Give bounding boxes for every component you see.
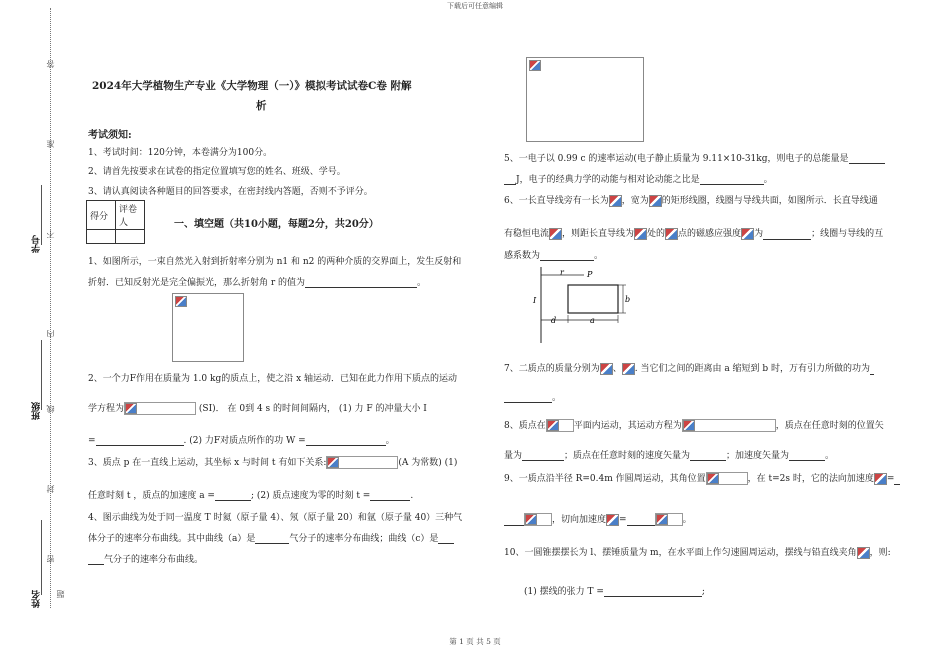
question-6-line: 感系数为 。 (504, 251, 604, 261)
question-8-line: 量为 ；质点在任意时刻的速度矢量为 ；加速度矢量为 。 (504, 451, 835, 461)
formula-icon (549, 228, 562, 240)
answer-blank[interactable] (504, 516, 524, 526)
answer-blank[interactable] (789, 451, 825, 461)
formula-icon (874, 473, 887, 485)
image-placeholder-icon (656, 514, 668, 525)
question-2-line: = . (2) 力F对质点所作的功 W = 。 (88, 436, 395, 446)
formula-icon (665, 228, 678, 240)
question-10-line: 10、一圆锥摆摆长为 l、摆锤质量为 m，在水平面上作匀速圆周运动，摆线与铅直线夹角 ，则: (504, 548, 891, 558)
figure-image (172, 293, 244, 362)
answer-blank[interactable] (870, 365, 874, 375)
diagram-label-a: a (590, 316, 595, 325)
notice-item: 3、请认真阅读各种题目的回答要求，在密封线内答题，否则不予评分。 (88, 187, 373, 197)
question-3-line: 任意时刻 t ，质点的加速度 a = ; (2) 质点速度为零的时刻 t = . (88, 491, 414, 501)
diagram-label-p: P (587, 270, 593, 279)
image-placeholder-icon (707, 473, 719, 484)
formula-image (706, 472, 748, 485)
notice-item: 1、考试时间：120分钟，本卷满分为100分。 (88, 148, 273, 158)
formula-icon (600, 363, 613, 375)
answer-blank[interactable] (370, 491, 410, 501)
section-title: 一、填空题（共10小题，每题2分，共20分） (174, 219, 379, 230)
question-7-line: 7、二质点的质量分别为 、 . 当它们之间的距离由 a 缩短到 b 时，万有引力所做的功为 (504, 361, 874, 375)
diagram-label-d: d (551, 316, 557, 325)
question-9-line: ，切向加速度 = 。 (504, 512, 692, 526)
formula-icon (622, 363, 635, 375)
answer-blank[interactable] (215, 491, 251, 501)
image-placeholder-icon (327, 457, 339, 468)
question-6-line: 6、一长直导线旁有一长为 ，宽为 的矩形线圈，线圈与导线共面，如图所示．长直导线通 (504, 196, 878, 206)
answer-blank[interactable] (306, 436, 386, 446)
formula-image (655, 513, 683, 526)
diagram-label-i: I (533, 296, 537, 305)
answer-blank[interactable] (522, 451, 564, 461)
question-1-text: 折射．已知反射光是完全偏振光，那么折射角 r 的值为 (88, 278, 306, 288)
answer-blank[interactable] (305, 278, 417, 288)
student-id-label: 学号 (32, 235, 42, 253)
diagram-label-r: r (560, 268, 564, 277)
formula-icon (606, 514, 619, 526)
formula-image (124, 402, 196, 415)
answer-blank[interactable] (255, 534, 289, 544)
question-4-line: 体分子的速率分布曲线。其中曲线（a）是 气分子的速率分布曲线；曲线（c）是 (88, 531, 454, 544)
grader-cell-label: 评卷人 (116, 201, 145, 230)
notice-item: 2、请首先按要求在试卷的指定位置填写您的姓名、班级、学号。 (88, 167, 346, 177)
question-9-line: 9、一质点沿半径 R=0.4m 作圆周运动，其角位置 ，在 t=2s 时，它的法向加速度 = (504, 471, 900, 485)
image-placeholder-icon (529, 60, 541, 71)
figure-image (526, 57, 644, 142)
formula-image (546, 419, 574, 432)
score-table (86, 200, 145, 244)
formula-image (524, 513, 552, 526)
question-4-line: 4、图示曲线为处于同一温度 T 时氦（原子量 4）、氖（原子量 20）和氩（原子量 40）三种气 (88, 513, 463, 523)
question-1-line: 折射．已知反射光是完全偏振光，那么折射角 r 的值为 。 (88, 278, 427, 288)
image-placeholder-icon (683, 420, 695, 431)
binding-char: 封 (46, 485, 55, 493)
answer-blank[interactable] (88, 555, 104, 565)
question-6-line: 有稳恒电流 ，则距长直导线为 处的 点的磁感应强度 为 ；线圈与导线的互 (504, 229, 884, 239)
image-placeholder-icon (125, 403, 137, 414)
binding-char: 内 (46, 330, 55, 338)
question-3-line: 3、质点 p 在一直线上运动，其坐标 x 与时间 t 有如下关系: (A 为常数) (1) (88, 458, 458, 468)
formula-icon (649, 195, 662, 207)
formula-icon (634, 228, 647, 240)
image-placeholder-icon (175, 296, 187, 307)
binding-dotted-line (50, 8, 51, 608)
name-field[interactable] (41, 520, 42, 595)
formula-icon (857, 547, 870, 559)
answer-blank[interactable] (96, 436, 184, 446)
diagram-label-b: b (625, 295, 631, 304)
answer-blank[interactable] (763, 230, 811, 240)
answer-blank[interactable] (438, 534, 454, 544)
wire-loop-diagram (533, 265, 636, 345)
image-placeholder-icon (547, 420, 559, 431)
answer-blank[interactable] (700, 175, 764, 185)
question-5-line: J，电子的经典力学的动能与相对论动能之比是 。 (504, 172, 773, 185)
grader-cell[interactable] (116, 230, 145, 244)
question-5-line: 5、一电子以 0.99 c 的速率运动(电子静止质量为 9.11×10-31kg，则电子的总能量是 (504, 151, 885, 164)
student-id-field[interactable] (41, 185, 42, 245)
formula-image (682, 419, 776, 432)
binding-char: 密 (46, 555, 55, 563)
answer-blank[interactable] (540, 251, 594, 261)
question-2-line: 学方程为 (SI)． 在 0到 4 s 的时间间隔内， (1) 力 F 的冲量大小 I (88, 404, 427, 414)
answer-blank[interactable] (849, 154, 885, 164)
score-cell-label: 得分 (87, 201, 116, 230)
binding-char: 题 (56, 590, 65, 598)
class-label: 班级 (32, 402, 42, 420)
formula-image (326, 456, 398, 469)
question-2-line: 2、一个力F作用在质量为 1.0 kg的质点上，使之沿 x 轴运动．已知在此力作用下质点的运动 (88, 374, 458, 384)
page-footer: 第 1 页 共 5 页 (449, 637, 501, 646)
name-label: 姓名 (32, 590, 42, 608)
question-7-line: 。 (504, 390, 561, 403)
answer-blank[interactable] (894, 475, 900, 485)
header-note: 下载后可任意编辑 (447, 2, 503, 10)
question-10-line: (1) 摆线的张力 T = ; (524, 587, 705, 597)
binding-char: 不 (46, 230, 55, 238)
question-4-line: 气分子的速率分布曲线。 (88, 552, 203, 565)
binding-char: 线 (46, 405, 55, 413)
answer-blank[interactable] (627, 516, 655, 526)
answer-blank[interactable] (690, 451, 726, 461)
class-field[interactable] (41, 340, 42, 410)
exam-title-cont: 析 (256, 100, 267, 112)
answer-blank[interactable] (504, 175, 516, 185)
image-placeholder-icon (525, 514, 537, 525)
question-1-line: 1、如图所示，一束自然光入射到折射率分别为 n1 和 n2 的两种介质的交界面上，发生反射和 (88, 257, 462, 267)
question-8-line: 8、质点在 平面内运动，其运动方程为 ，质点在任意时刻的位置矢 (504, 421, 884, 431)
formula-icon (741, 228, 754, 240)
exam-title: 2024年大学植物生产专业《大学物理（一）》模拟考试试卷C卷 附解 (92, 80, 412, 92)
answer-blank[interactable] (604, 587, 702, 597)
answer-blank[interactable] (504, 393, 552, 403)
score-cell[interactable] (87, 230, 116, 244)
binding-char: 答 (46, 60, 55, 68)
formula-icon (609, 195, 622, 207)
notice-heading: 考试须知: (88, 130, 132, 141)
binding-char: 准 (46, 140, 55, 148)
